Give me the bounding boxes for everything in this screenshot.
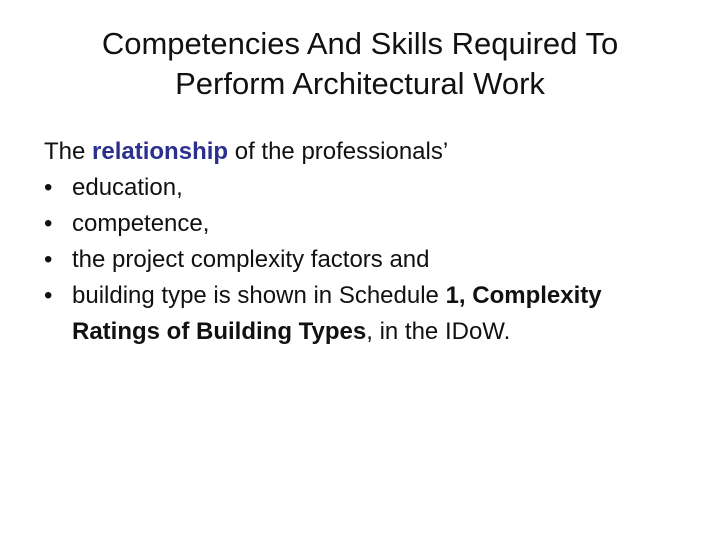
title-line-1: Competencies And Skills Required To xyxy=(101,26,619,61)
bullet-text-after: , in the IDoW. xyxy=(366,318,511,345)
bullet-item-competence xyxy=(44,206,684,242)
bullet-list xyxy=(44,170,684,350)
bullet-item-building-type xyxy=(44,278,684,350)
bullet-item-project-complexity xyxy=(44,242,684,278)
bullet-icon: • xyxy=(44,282,53,309)
bullet-item-education xyxy=(44,170,684,206)
intro-text xyxy=(44,134,684,170)
intro-prefix: The xyxy=(44,138,93,165)
bullet-icon: • xyxy=(44,210,53,237)
schedule-number: 1, xyxy=(445,282,466,309)
intro-highlight: relationship xyxy=(92,138,229,165)
bullet-icon: • xyxy=(44,246,53,273)
intro-suffix: of the professionals’ xyxy=(228,138,449,165)
slide-body xyxy=(44,134,684,350)
bullet-text: the project complexity factors and xyxy=(72,246,430,273)
bullet-text: competence, xyxy=(72,210,210,237)
bullet-text: education, xyxy=(72,174,183,201)
slide-title xyxy=(36,24,684,104)
title-line-2: Perform Architectural Work xyxy=(175,66,545,101)
schedule-title: Complexity Ratings of Building Types xyxy=(72,282,602,345)
bullet-text-before: building type is shown in Schedule xyxy=(72,282,446,309)
bullet-icon: • xyxy=(44,174,53,201)
